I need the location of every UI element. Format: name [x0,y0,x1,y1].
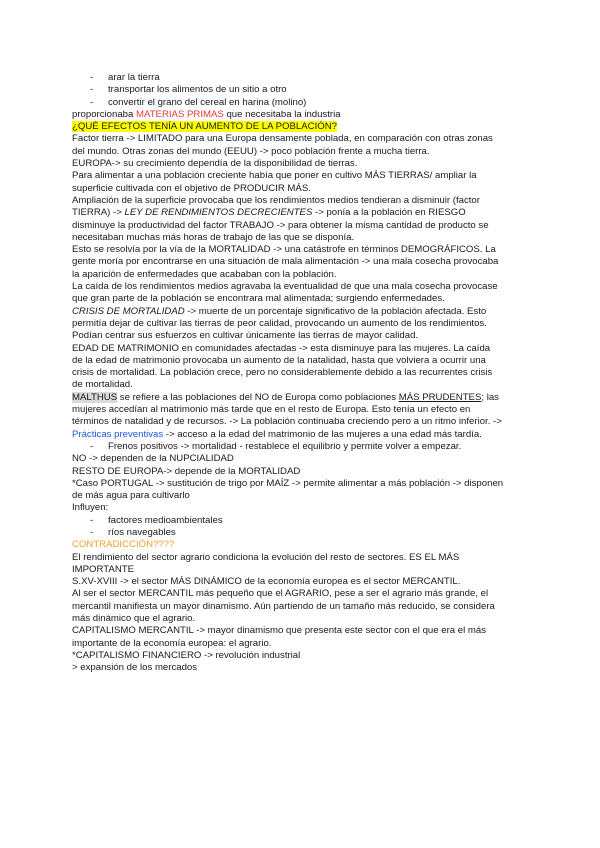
heading-contradiccion: CONTRADICCIÓN???? [72,539,175,551]
paragraph-line: que gran parte de la población se encontrara mal alimentada; surgiendo enfermedades. [72,293,445,305]
paragraph-line: Prácticas preventivas -> acceso a la edad del matrimonio de las mujeres a una edad más tardía. [72,428,482,440]
paragraph-line: EDAD DE MATRIMONIO en comunidades afectadas -> esta disminuye para las mujeres. La caída [72,342,491,354]
paragraph-line: crisis de mortalidad. La población crece, pero no considerablemente debido a las recurrentes crisis [72,367,493,379]
paragraph-line: importante de la economía europea: el agrario. [72,637,272,649]
paragraph-line: IMPORTANTE [72,563,135,575]
paragraph-line: permitía dejar de cultivar las tierras de peor calidad, provocando un aumento de los rendimientos. [72,317,487,329]
paragraph-line: la aparición de enfermedades que acababan con la población. [72,268,337,280]
paragraph-line: Esto se resolvía por la vía de la MORTALIDAD -> una catástrofe en términos DEMOGRÁFICOS. La [72,244,496,256]
paragraph-line: necesitaban muchas más horas de trabajo de las que se disponía. [72,231,355,243]
paragraph-line: disminuye la productividad del factor TRABAJO -> para obtener la misma cantidad de producto se [72,219,489,231]
paragraph-line: mercantil manifiesta un mayor dinamismo. Aún partiendo de un tamaño más reducido, se considera [72,600,495,612]
paragraph-line: MALTHUS se refiere a las poblaciones del NO de Europa como poblaciones MÁS PRUDENTES; las [72,391,499,403]
paragraph-line: del mundo. Otras zonas del mundo (EEUU) -> poco población frente a mucha tierra. [72,145,430,157]
paragraph-line: términos de natalidad y de recursos. -> La población continuaba creciendo pero a un ritmo inferior. -> [72,416,502,428]
ley-rendimientos-text: LEY DE RENDIMIENTOS DECRECIENTES [124,207,313,219]
paragraph-line: mujeres accedían al matrimonio más tarde que en el resto de Europa. Esto tenía un efecto en [72,404,471,416]
list-item: - Frenos positivos -> mortalidad - restablece el equilibrio y permite volver a empezar. [90,440,462,452]
paragraph-line: CAPITALISMO MERCANTIL -> mayor dinamismo que presenta este sector con el que era el más [72,625,487,637]
practicas-preventivas-text: Prácticas preventivas [72,428,164,440]
heading-efectos: ¿QUÉ EFECTOS TENÍA UN AUMENTO DE LA POBLACIÓN? [72,121,337,133]
paragraph-line: de más agua para cultivarlo [72,490,190,502]
paragraph-line: S.XV-XVIII -> el sector MÁS DINÁMICO de la economía europea es el sector MERCANTIL. [72,576,461,588]
paragraph-line: Al ser el sector MERCANTIL más pequeño que el AGRARIO, pese a ser el agrario más grande, el [72,588,489,600]
paragraph-line: TIERRA) -> LEY DE RENDIMIENTOS DECRECIENTES -> ponía a la población en RIESGO [72,207,466,219]
list-item: - convertir el grano del cereal en harina (molino) [90,96,307,108]
paragraph-line: CRISIS DE MORTALIDAD -> muerte de un porcentaje significativo de la población afectada. Esto [72,305,487,317]
list-item: - factores medioambientales [90,514,223,526]
materias-primas-highlight: MATERIAS PRIMAS [136,108,224,120]
paragraph-line: de mortalidad. [72,379,133,391]
document-body [72,72,532,675]
paragraph-line: *Caso PORTUGAL -> sustitución de trigo por MAÍZ -> permite alimentar a más población -> disponen [72,477,504,489]
paragraph-line: Ampliación de la superficie provocaba que los rendimientos medios tendieran a disminuir (factor [72,194,480,206]
paragraph-line: gente moría por encontrarse en una situación de mala alimentación -> una mala cosecha provocaba [72,256,499,268]
paragraph-materias: proporcionaba MATERIAS PRIMAS que necesitaba la industria [72,108,341,120]
list-item: - ríos navegables [90,526,176,538]
crisis-mortalidad-text: CRISIS DE MORTALIDAD [72,305,185,317]
malthus-highlight: MALTHUS [72,391,118,403]
paragraph-line: El rendimiento del sector agrario condiciona la evolución del resto de sectores. ES EL MÁS [72,551,460,563]
paragraph-line: Factor tierra -> LIMITADO para una Europa densamente poblada, en comparación con otras zonas [72,133,493,145]
paragraph-line: > expansión de los mercados [72,662,198,674]
mas-prudentes-text: MÁS PRUDENTES [398,391,482,403]
paragraph-line: superficie cultivada con el objetivo de PRODUCIR MÁS. [72,182,311,194]
paragraph-line: EUROPA-> su crecimiento dependía de la disponibilidad de tierras. [72,158,358,170]
paragraph-line: NO -> dependen de la NUPCIALIDAD [72,453,234,465]
paragraph-line: más dinámico que el agrario. [72,613,196,625]
paragraph-line: Para alimentar a una población creciente había que poner en cultivo MÁS TIERRAS/ ampliar la [72,170,477,182]
paragraph-line: *CAPITALISMO FINANCIERO -> revolución industrial [72,649,301,661]
list-item: - arar la tierra [90,72,160,83]
paragraph-line: Influyen: [72,502,109,514]
paragraph-line: RESTO DE EUROPA-> depende de la MORTALIDAD [72,465,301,477]
paragraph-line: de la edad de matrimonio provocaba un aumento de la natalidad, hasta que volviera a ocurrir una [72,354,486,366]
paragraph-line: La caída de los rendimientos medios agravaba la eventualidad de que una mala cosecha provocase [72,281,498,293]
list-item: - transportar los alimentos de un sitio a otro [90,84,287,96]
paragraph-line: Podían centrar sus esfuerzos en cultivar únicamente las tierras de mayor calidad. [72,330,419,342]
